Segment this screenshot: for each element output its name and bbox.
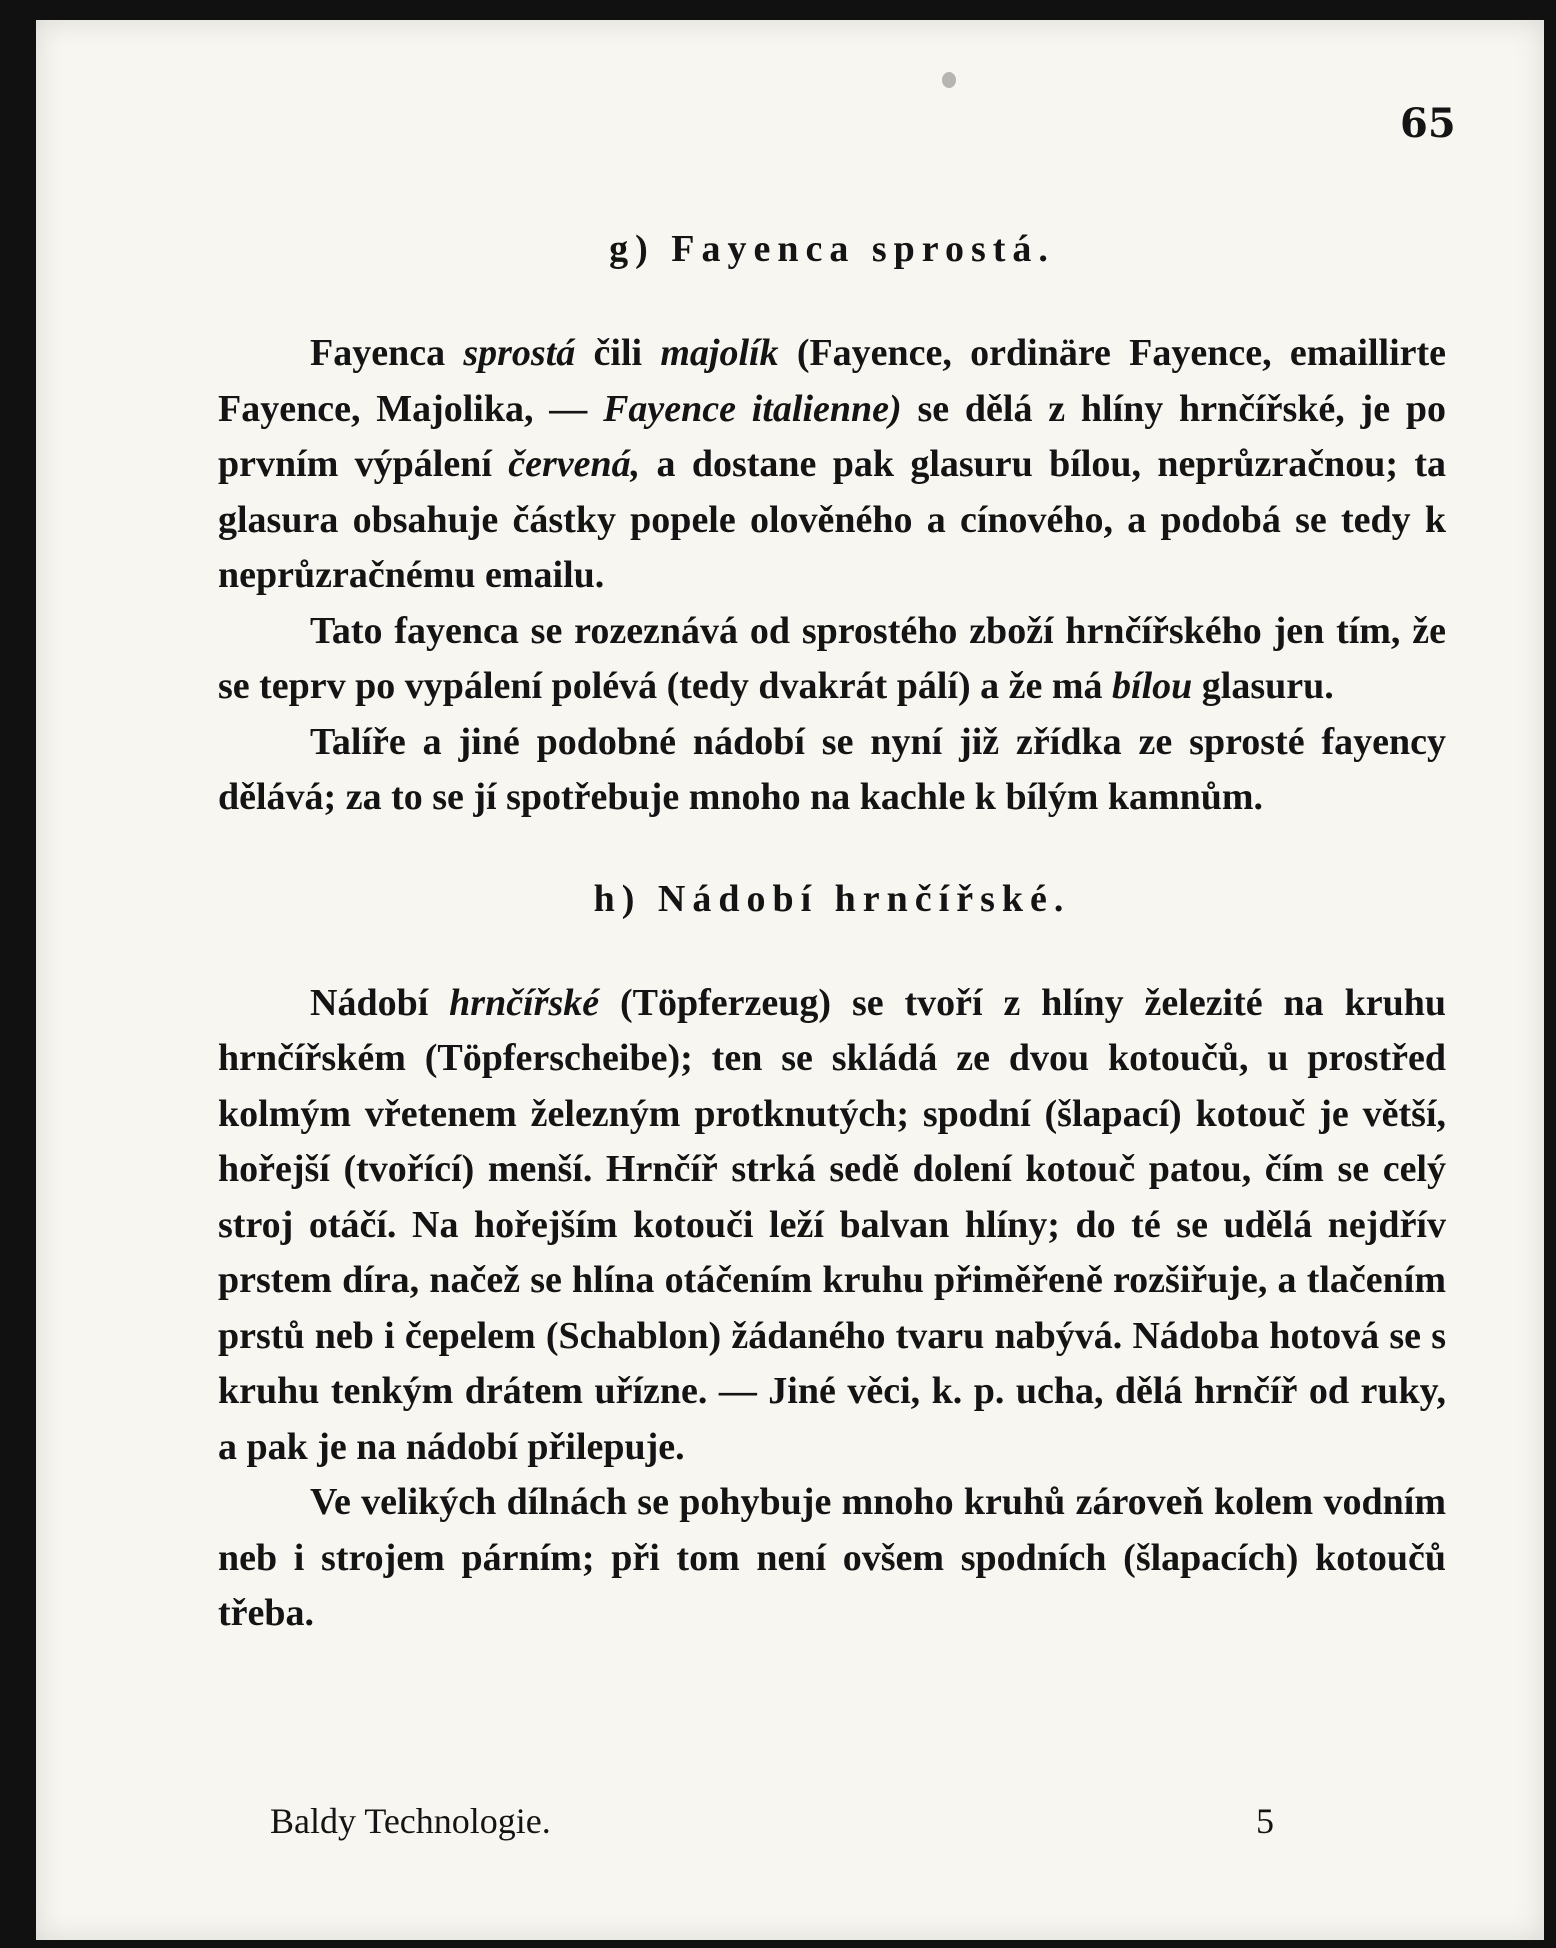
ink-speck (942, 72, 956, 88)
italic-term: bílou (1112, 665, 1193, 707)
text-run: Talíře a jiné podobné nádobí se nyní již zřídka ze sprosté fayency dělává; za to se jí spotřebuje mnoho na kachle k bílým kamnům. (218, 720, 1446, 818)
text-run: Tato fayenca se rozeznává od sprostého zboží hrnčířského jen tím, že se teprv po vypálení polévá (tedy dvakrát pálí) a že má (218, 609, 1446, 707)
italic-term: sprostá (463, 332, 576, 374)
signature-mark: 5 (1256, 1801, 1274, 1841)
text-run: Ve velikých dílnách se pohybuje mnoho kruhů zároveň kolem vodním neb i strojem párním; při tom není ovšem spodních (šlapacích) kotoučů třeba. (218, 1481, 1446, 1634)
text-run: glasuru. (1192, 665, 1334, 707)
book-page (36, 20, 1544, 1940)
paragraph (218, 715, 1446, 826)
italic-term: majolík (660, 332, 779, 374)
text-run: Nádobí (310, 981, 450, 1024)
paragraph (218, 326, 1446, 604)
page-number: 65 (1400, 100, 1456, 147)
italic-term: hrnčířské (449, 981, 600, 1024)
text-run: čili (575, 332, 661, 374)
text-run: se dělá z hlíny hrnčířské, je po prvním výpálení (218, 387, 1446, 485)
section-heading-h: h) Nádobí hrnčířské. (593, 877, 1071, 920)
section-heading-g: g) Fayenca sprostá. (609, 228, 1055, 270)
footer-title: Baldy Technologie. (270, 1801, 551, 1841)
italic-term: Fayence italienne) (603, 387, 902, 430)
page-body (218, 224, 1446, 1642)
text-run: (Fayence, ordinäre Fayence, emaillirte Fayence, Majolika, — (218, 332, 1447, 430)
text-run: Fayenca (310, 332, 464, 374)
text-run: a dostane pak glasuru bílou, neprůzračnou; ta glasura obsahuje částky popele olověného a cínového, a podobá se tedy k neprůzračnému emailu. (218, 443, 1446, 596)
paragraph (218, 604, 1446, 715)
paragraph (218, 976, 1446, 1476)
paragraph (218, 1475, 1446, 1642)
italic-term: červená, (508, 443, 641, 485)
page-footer (270, 1800, 1290, 1842)
text-run: (Töpferzeug) se tvoří z hlíny železité na kruhu hrnčířském (Töpferscheibe); ten se skládá ze dvou kotoučů, u prostřed kolmým vřetenem železným protknutých; spodní (šlapací) kotouč je větší, hořejší (tvořící) menší. Hrnčíř strká sedě dolení kotouč patou, čím se celý stroj otáčí. Na hořejším kotouči leží balvan hlíny; do té se udělá nejdřív prstem díra, načež se hlína otáčením kruhu přiměřeně rozšiřuje, a tlačením prstů neb i čepelem (Schablon) žádaného tvaru nabývá. Nádoba hotová se s kruhu tenkým drátem uřízne. — Jiné věci, k. p. ucha, dělá hrnčíř od ruky, a pak je na nádobí přilepuje. (218, 981, 1446, 1468)
